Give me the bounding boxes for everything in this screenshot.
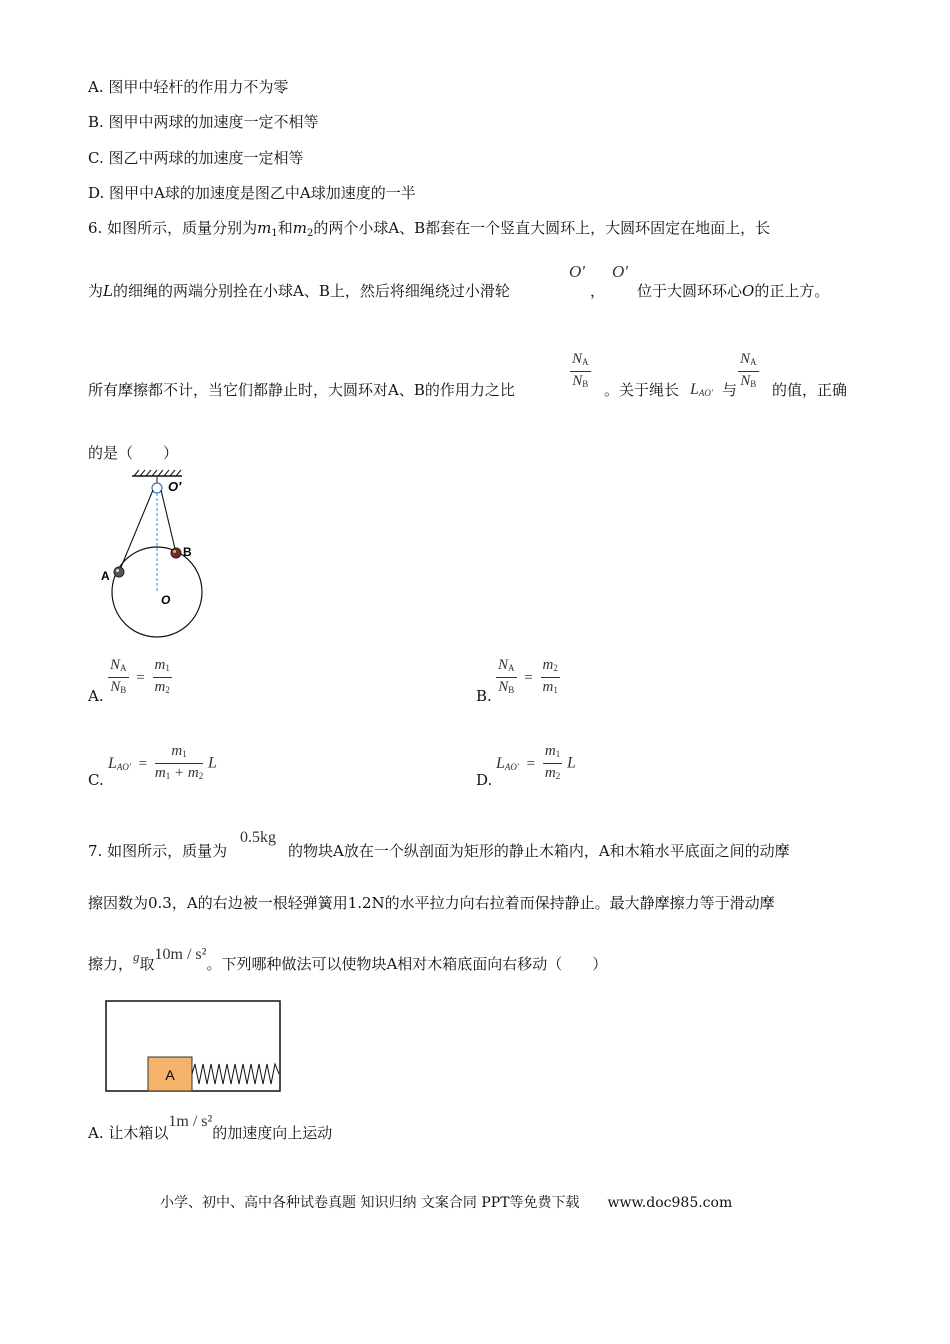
label-center-o: O bbox=[161, 593, 171, 607]
q7-line-2: 擦因数为0.3，A的右边被一根轻弹簧用1.2N的水平拉力向右拉着而保持静止。最大静摩擦力等于滑动摩 bbox=[88, 894, 775, 912]
q6-option-d-formula: LAO′ = $\frac{m1}{m2}$ L bbox=[496, 743, 576, 781]
q7-option-a: A. 让木箱以1m / s²的加速度向上运动 bbox=[88, 1113, 333, 1142]
pulley bbox=[152, 483, 162, 493]
q6-line-3-a: 所有摩擦都不计，当它们都静止时，大圆环对A、B的作用力之比 bbox=[88, 381, 515, 399]
spring bbox=[192, 1064, 279, 1084]
q6-figure bbox=[100, 468, 220, 638]
q5-option-b: B. 图甲中两球的加速度一定不相等 bbox=[88, 113, 319, 131]
rope-b bbox=[161, 490, 176, 553]
q7-mass-value: 0.5kg bbox=[240, 829, 276, 846]
q7-line-1-b: 的物块A放在一个纵剖面为矩形的静止木箱内，A和木箱水平底面之间的动摩 bbox=[288, 842, 790, 860]
q6-line-4: 的是（ ） bbox=[88, 444, 179, 462]
q6-option-c-label: C. bbox=[88, 771, 104, 789]
q6-ratio-fraction: $\frac{NA}{NB}$ bbox=[572, 351, 589, 389]
q6-option-b-formula: $\frac{NA}{NB}$ = $\frac{m2}{m1}$ bbox=[498, 657, 558, 695]
footer-text: 小学、初中、高中各种试卷真题 知识归纳 文案合同 PPT等免费下载 bbox=[160, 1195, 580, 1211]
q5-option-d: D. 图甲中A球的加速度是图乙中A球加速度的一半 bbox=[88, 184, 416, 202]
q6-line-3-c: 与 bbox=[722, 381, 738, 399]
q7-line-1-a: 7. 如图所示，质量为 bbox=[88, 842, 228, 860]
ball-a bbox=[114, 567, 124, 577]
q6-option-c-formula: LAO′ = $\frac{m1}{m1 + m2}$ L bbox=[108, 743, 217, 781]
q6-line-3-b: 。关于绳长 bbox=[604, 381, 680, 399]
q6-option-d-label: D. bbox=[476, 771, 493, 789]
rope-a bbox=[119, 490, 153, 572]
svg-text:A: A bbox=[165, 1067, 175, 1083]
label-ball-b: B bbox=[183, 545, 192, 559]
footer-url[interactable]: www.doc985.com bbox=[607, 1195, 733, 1211]
ball-b bbox=[171, 548, 181, 558]
q7-line-3: 擦力，g取10m / s²。下列哪种做法可以使物块A相对木箱底面向右移动（ ） bbox=[88, 946, 608, 973]
q6-option-a-formula: $\frac{NA}{NB}$ = $\frac{m1}{m2}$ bbox=[110, 657, 170, 695]
q5-option-c: C. 图乙中两球的加速度一定相等 bbox=[88, 149, 304, 167]
q7-figure bbox=[103, 998, 283, 1094]
label-o-prime: O′ bbox=[168, 479, 182, 494]
q6-rope-length-symbol: LAO′ bbox=[690, 381, 713, 398]
q5-option-a: A. 图甲中轻杆的作用力不为零 bbox=[88, 78, 289, 96]
q6-pulley-label-2: O' bbox=[612, 262, 628, 281]
q6-option-a-label: A. bbox=[88, 687, 104, 705]
q6-comma: ， bbox=[590, 282, 606, 300]
q6-pulley-label-1: O' bbox=[569, 262, 585, 281]
label-ball-a: A bbox=[101, 569, 110, 583]
q6-line-1: 6. 如图所示，质量分别为$m_1$和$m_2$的两个小球A、B都套在一个竖直大圆环上，大圆环固定在地面上，长 bbox=[88, 219, 771, 239]
q6-line-3-d: 的值，正确 bbox=[772, 381, 848, 399]
q6-ratio-fraction-2: $\frac{NA}{NB}$ bbox=[740, 351, 757, 389]
page-footer bbox=[160, 1192, 732, 1212]
q6-line-2: 为L的细绳的两端分别拴在小球A、B上，然后将细绳绕过小滑轮 bbox=[88, 282, 510, 300]
q6-line-2-end: 位于大圆环环心O的正上方。 bbox=[637, 282, 830, 300]
q6-option-b-label: B. bbox=[476, 687, 492, 705]
